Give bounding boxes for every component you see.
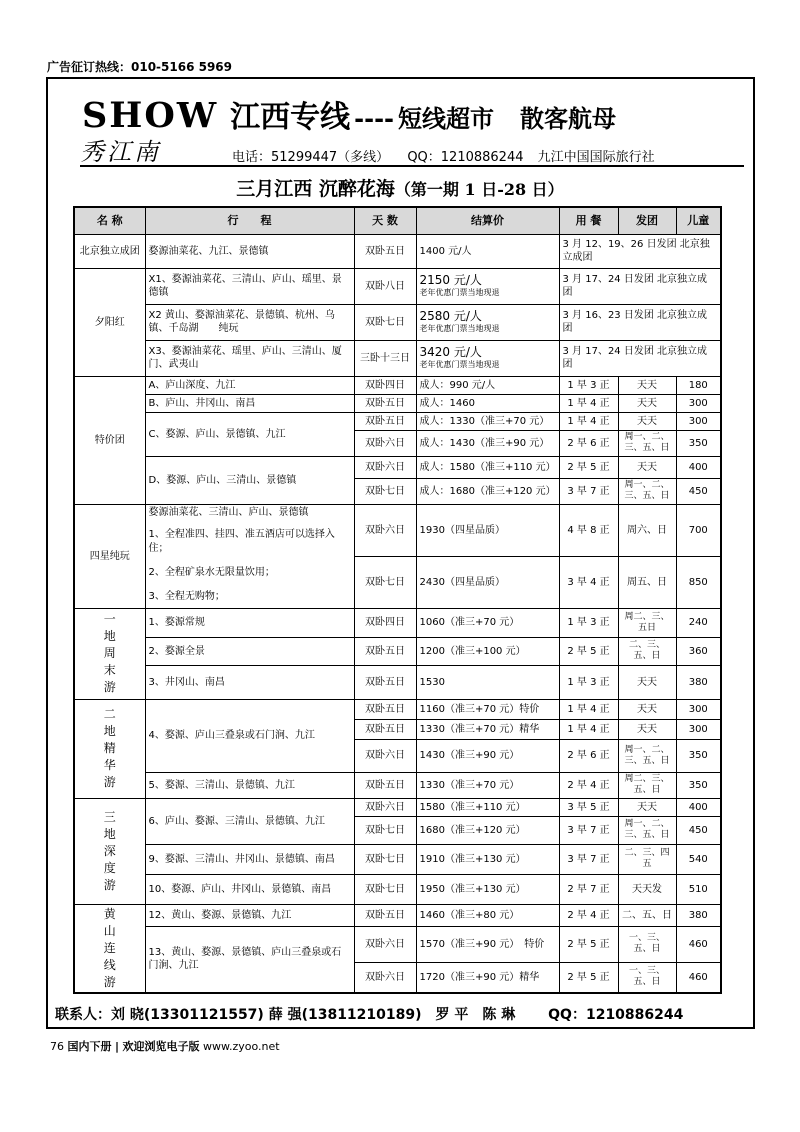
tour-child-price: 460 (676, 926, 721, 963)
col-header-name: 名 称 (74, 207, 145, 234)
theme-main: 三月江西 沉醉花海 (236, 178, 395, 200)
tour-price: 1580（准三+110 元） (416, 798, 559, 816)
tour-child-price: 380 (676, 665, 721, 699)
section-name: 国内下册 (67, 1040, 112, 1053)
tour-meals: 3 早 7 正 (559, 816, 618, 844)
tour-meals: 2 早 5 正 (559, 456, 618, 478)
tour-name-text: 黄山连线游 (103, 906, 116, 989)
tour-meals: 2 早 5 正 (559, 963, 618, 993)
tour-route: X1、婺源油菜花、三清山、庐山、瑶里、景德镇 (145, 268, 354, 304)
tour-price: 成人：1430（准三+90 元） (416, 430, 559, 456)
tour-route: 5、婺源、三清山、景德镇、九江 (145, 772, 354, 798)
price-note: 老年优惠门票当地现退 (419, 360, 500, 369)
tour-days: 双卧七日 (354, 844, 416, 874)
tour-days: 双卧七日 (354, 816, 416, 844)
tour-name (74, 904, 145, 993)
col-header-child: 儿童 (676, 207, 721, 234)
table-header-row (74, 207, 721, 234)
tour-departure: 周一、二、三、五、日 (618, 739, 676, 772)
route-feature: 2、全程矿泉水无限量饮用； (148, 566, 275, 578)
table-row (74, 376, 721, 394)
ad-hotline: 广告征订热线：010-5166 5969 (47, 60, 233, 74)
tour-days: 双卧五日 (354, 665, 416, 699)
tour-child-price: 180 (676, 376, 721, 394)
tour-route: 12、黄山、婺源、景德镇、九江 (145, 904, 354, 926)
tour-child-price: 300 (676, 412, 721, 430)
tour-days: 双卧五日 (354, 719, 416, 739)
tour-departure-note: 3 月 16、23 日发团 北京独立成团 (559, 304, 721, 340)
price-value: 2580 元/人 (419, 309, 482, 323)
tour-days: 双卧五日 (354, 394, 416, 412)
tour-departure: 天天 (618, 412, 676, 430)
tour-child-price: 350 (676, 772, 721, 798)
contact-people (55, 1004, 693, 1024)
tour-meals: 1 早 4 正 (559, 412, 618, 430)
tagline-individual: 散客航母 (519, 105, 616, 133)
tour-child-price: 450 (676, 816, 721, 844)
tour-route: X3、婺源油菜花、瑶里、庐山、三清山、厦门、武夷山 (145, 340, 354, 376)
tour-name: 夕阳红 (74, 268, 145, 376)
tour-departure: 天天 (618, 456, 676, 478)
table-row (74, 304, 721, 340)
tour-meals: 1 早 4 正 (559, 699, 618, 719)
tour-name (74, 608, 145, 699)
tour-child-price: 400 (676, 798, 721, 816)
tour-meals: 2 早 5 正 (559, 637, 618, 665)
tour-days: 双卧四日 (354, 376, 416, 394)
tour-price: 1570（准三+90 元） 特价 (416, 926, 559, 963)
tour-departure-note: 3 月 17、24 日发团 北京独立成团 (559, 268, 721, 304)
tour-price: 1160（准三+70 元）特价 (416, 699, 559, 719)
tour-meals: 1 早 4 正 (559, 719, 618, 739)
tour-departure: 一、三、五、日 (618, 926, 676, 963)
table-row (74, 665, 721, 699)
tour-price (416, 268, 559, 304)
price-value: 2150 元/人 (419, 273, 482, 287)
tour-days: 双卧七日 (354, 478, 416, 504)
header-divider (80, 165, 744, 167)
tour-name-text: 三地深度游 (103, 809, 116, 892)
tour-departure: 周一、二、三、五、日 (618, 478, 676, 504)
tour-child-price: 350 (676, 430, 721, 456)
tour-meals: 2 早 7 正 (559, 874, 618, 904)
tour-child-price: 460 (676, 963, 721, 993)
page-footer (50, 1038, 280, 1054)
tour-departure: 周五、日 (618, 556, 676, 608)
table-row (74, 394, 721, 412)
tour-departure: 天天 (618, 376, 676, 394)
tour-meals: 2 早 6 正 (559, 430, 618, 456)
tour-price: 成人：1680（准三+120 元） (416, 478, 559, 504)
tour-route: 3、井冈山、南昌 (145, 665, 354, 699)
tour-price: 1460（准三+80 元） (416, 904, 559, 926)
col-header-route: 行 程 (145, 207, 354, 234)
tour-route: 9、婺源、三清山、井冈山、景德镇、南昌 (145, 844, 354, 874)
tour-days: 双卧七日 (354, 874, 416, 904)
tour-meals: 3 早 5 正 (559, 798, 618, 816)
tour-days: 双卧五日 (354, 772, 416, 798)
tour-price: 1060（准三+70 元） (416, 608, 559, 637)
tour-days: 双卧五日 (354, 904, 416, 926)
brand-jiangxi: 江西专线 (230, 100, 351, 135)
tour-child-price: 850 (676, 556, 721, 608)
tour-departure: 二、三、四五 (618, 844, 676, 874)
tour-route: 13、黄山、婺源、景德镇、庐山三叠泉或石门涧、九江 (145, 926, 354, 993)
tour-child-price: 240 (676, 608, 721, 637)
tour-departure: 天天 (618, 665, 676, 699)
page-number: 76 (50, 1040, 64, 1053)
tour-days: 双卧五日 (354, 234, 416, 268)
tour-departure: 周二、三、五日 (618, 608, 676, 637)
table-row (74, 798, 721, 816)
tour-price: 成人：1330（准三+70 元） (416, 412, 559, 430)
price-note: 老年优惠门票当地现退 (419, 288, 500, 297)
tour-days: 双卧五日 (354, 412, 416, 430)
tour-price: 1200（准三+100 元） (416, 637, 559, 665)
route-feature: 1、全程准四、挂四、准五酒店可以选择入住； (148, 528, 335, 554)
phone-text: 电话：51299447（多线） (232, 150, 390, 165)
tour-name: 北京独立成团 (74, 234, 145, 268)
tour-route: 4、婺源、庐山三叠泉或石门涧、九江 (145, 699, 354, 772)
tour-price: 1720（准三+90 元）精华 (416, 963, 559, 993)
tour-child-price: 450 (676, 478, 721, 504)
tour-meals: 1 早 4 正 (559, 394, 618, 412)
tour-child-price: 300 (676, 394, 721, 412)
col-header-days: 天 数 (354, 207, 416, 234)
tour-days: 双卧七日 (354, 556, 416, 608)
tour-name-text: 二地精华游 (103, 707, 116, 789)
tour-price: 1680（准三+120 元） (416, 816, 559, 844)
table-row (74, 412, 721, 430)
brand-show: SHOW (82, 95, 219, 136)
contact-names: 联系人：刘 晓(13301121557) 薛 强(13811210189) 罗 平 陈 琳 (55, 1007, 516, 1023)
price-note: 老年优惠门票当地现退 (419, 324, 500, 333)
tour-price: 1430（准三+90 元） (416, 739, 559, 772)
tour-child-price: 360 (676, 637, 721, 665)
tour-meals: 2 早 4 正 (559, 904, 618, 926)
tour-meals: 3 早 7 正 (559, 844, 618, 874)
tour-price: 1530 (416, 665, 559, 699)
tour-child-price: 400 (676, 456, 721, 478)
tour-route: C、婺源、庐山、景德镇、九江 (145, 412, 354, 456)
tour-name: 特价团 (74, 376, 145, 504)
tour-price: 1910（准三+130 元） (416, 844, 559, 874)
col-header-meals: 用 餐 (559, 207, 618, 234)
tour-days: 双卧六日 (354, 430, 416, 456)
route-feature: 3、全程无购物； (148, 590, 225, 602)
table-row (74, 340, 721, 376)
tour-departure: 二、三、五、日 (618, 637, 676, 665)
tour-price: 1330（准三+70 元） (416, 772, 559, 798)
tour-price: 1930（四星品质） (416, 504, 559, 556)
tour-days: 双卧六日 (354, 456, 416, 478)
tour-child-price: 300 (676, 719, 721, 739)
table-row (74, 504, 721, 556)
tour-child-price: 350 (676, 739, 721, 772)
table-row (74, 874, 721, 904)
tour-days: 双卧六日 (354, 926, 416, 963)
tour-price: 成人：1580（准三+110 元） (416, 456, 559, 478)
tour-child-price: 380 (676, 904, 721, 926)
tour-days: 双卧七日 (354, 304, 416, 340)
tour-name: 四星纯玩 (74, 504, 145, 608)
tour-days: 双卧八日 (354, 268, 416, 304)
tour-departure: 周一、二、三、五、日 (618, 816, 676, 844)
brand-title (82, 92, 616, 136)
col-header-price: 结算价 (416, 207, 559, 234)
tour-price (416, 340, 559, 376)
table-row (74, 268, 721, 304)
tour-departure: 天天 (618, 719, 676, 739)
tour-name (74, 798, 145, 904)
tour-price: 1400 元/人 (416, 234, 559, 268)
tour-days: 三卧十三日 (354, 340, 416, 376)
qq-text: QQ：1210886244 (407, 150, 524, 165)
table-row (74, 637, 721, 665)
tour-price: 成人：1460 (416, 394, 559, 412)
tour-route: 6、庐山、婺源、三清山、景德镇、九江 (145, 798, 354, 844)
route-title: 婺源油菜花、三清山、庐山、景德镇 (148, 506, 309, 518)
tour-route: X2 黄山、婺源油菜花、景德镇、杭州、乌镇、千岛湖 纯玩 (145, 304, 354, 340)
tour-meals: 1 早 3 正 (559, 376, 618, 394)
tour-route: 10、婺源、庐山、井冈山、景德镇、南昌 (145, 874, 354, 904)
tour-days: 双卧六日 (354, 739, 416, 772)
price-value: 3420 元/人 (419, 345, 482, 359)
tour-price: 成人：990 元/人 (416, 376, 559, 394)
tour-meals: 2 早 5 正 (559, 926, 618, 963)
tour-departure: 一、三、五、日 (618, 963, 676, 993)
tour-departure-note: 3 月 17、24 日发团 北京独立成团 (559, 340, 721, 376)
tour-departure: 二、五、日 (618, 904, 676, 926)
tour-child-price: 540 (676, 844, 721, 874)
tour-days: 双卧六日 (354, 798, 416, 816)
tour-departure: 周二、三、五、日 (618, 772, 676, 798)
tour-price (416, 304, 559, 340)
theme-title (0, 174, 800, 201)
tour-route: 1、婺源常规 (145, 608, 354, 637)
tour-route: 婺源油菜花、九江、景德镇 (145, 234, 354, 268)
tour-meals: 3 早 7 正 (559, 478, 618, 504)
tour-days: 双卧四日 (354, 608, 416, 637)
tour-route: D、婺源、庐山、三清山、景德镇 (145, 456, 354, 504)
tour-price: 1950（准三+130 元） (416, 874, 559, 904)
tour-route: B、庐山、井冈山、南昌 (145, 394, 354, 412)
tour-days: 双卧五日 (354, 699, 416, 719)
tour-days: 双卧五日 (354, 637, 416, 665)
agency-name: 九江中国国际旅行社 (537, 150, 655, 165)
tour-meals: 2 早 4 正 (559, 772, 618, 798)
tour-departure: 天天 (618, 798, 676, 816)
tour-days: 双卧六日 (354, 963, 416, 993)
tour-table (73, 206, 722, 994)
table-row (74, 772, 721, 798)
footer-separator: | (115, 1040, 120, 1053)
tour-meals: 3 早 4 正 (559, 556, 618, 608)
tour-route: 2、婺源全景 (145, 637, 354, 665)
table-row (74, 699, 721, 719)
tour-departure: 周六、日 (618, 504, 676, 556)
theme-period: （第一期 1 日-28 日） (394, 180, 564, 199)
contact-line (232, 146, 665, 165)
table-row (74, 904, 721, 926)
tour-meals: 1 早 3 正 (559, 608, 618, 637)
tour-meals: 4 早 8 正 (559, 504, 618, 556)
tour-child-price: 510 (676, 874, 721, 904)
table-row (74, 234, 721, 268)
table-row (74, 608, 721, 637)
tour-child-price: 300 (676, 699, 721, 719)
table-row (74, 456, 721, 478)
website-link[interactable]: www.zyoo.net (203, 1040, 280, 1053)
tour-meals: 1 早 3 正 (559, 665, 618, 699)
tour-price: 2430（四星品质） (416, 556, 559, 608)
tour-days: 双卧六日 (354, 504, 416, 556)
col-header-departure: 发团 (618, 207, 676, 234)
tour-name (74, 699, 145, 798)
tour-departure-note: 3 月 12、19、26 日发团 北京独立成团 (559, 234, 721, 268)
tour-route (145, 504, 354, 608)
tour-name-text: 一地周末游 (103, 612, 116, 694)
ebook-slogan: 欢迎浏览电子版 (122, 1040, 200, 1053)
table-row (74, 844, 721, 874)
tour-departure: 天天 (618, 394, 676, 412)
footer-qq: QQ：1210886244 (548, 1007, 684, 1023)
tour-departure: 周一、二、三、五、日 (618, 430, 676, 456)
tour-child-price: 700 (676, 504, 721, 556)
tour-price: 1330（准三+70 元）精华 (416, 719, 559, 739)
table-row (74, 926, 721, 963)
tagline-short-route: 短线超市 (397, 105, 494, 133)
xiujiangnan-logo: 秀江南 (80, 138, 161, 166)
tour-departure: 天天 (618, 699, 676, 719)
tour-departure: 天天发 (618, 874, 676, 904)
brand-dash: ---- (354, 105, 394, 133)
tour-meals: 2 早 6 正 (559, 739, 618, 772)
tour-route: A、庐山深度、九江 (145, 376, 354, 394)
